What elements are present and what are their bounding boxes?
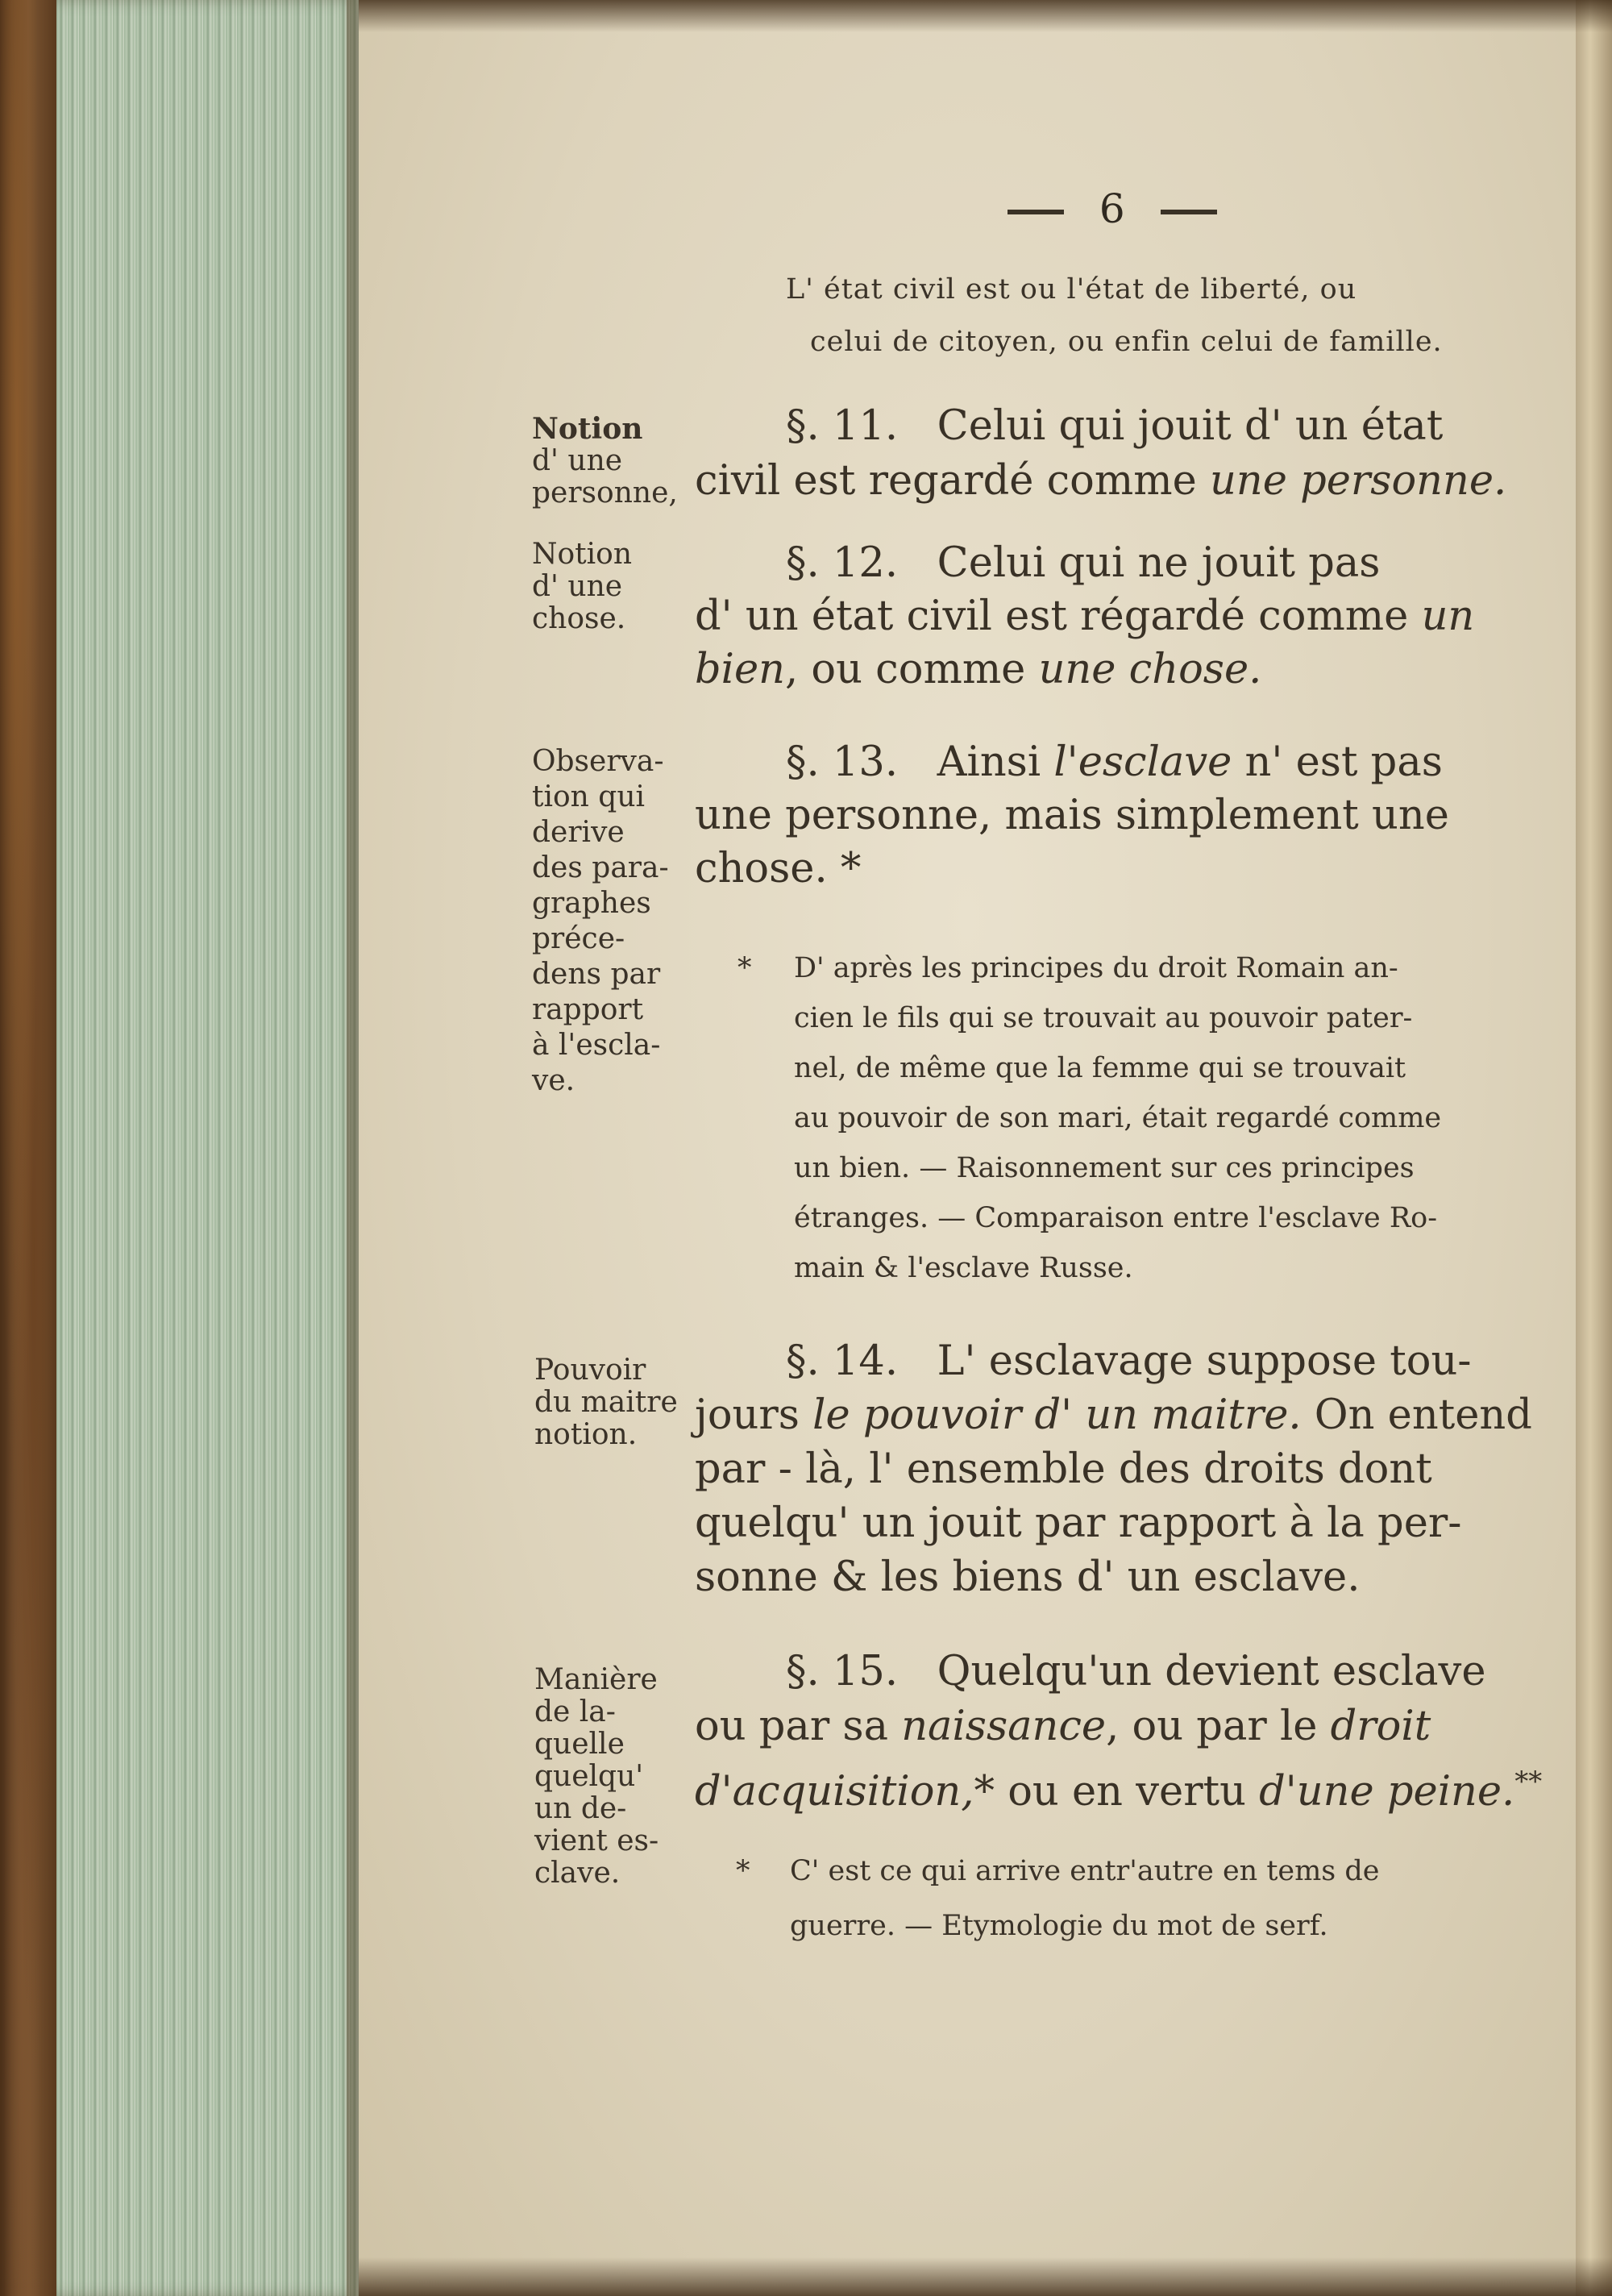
section-text: civil est regardé comme (695, 457, 1210, 505)
section-text: Celui qui jouit d' un état (937, 402, 1444, 450)
section-text: ou par sa (695, 1703, 902, 1750)
section-text-italic: une chose. (1038, 646, 1262, 693)
footnote-line: un bien. — Raisonnement sur ces principes (794, 1152, 1415, 1184)
footnote-marker: ** (1514, 1766, 1543, 1798)
margin-note-line: Manière (534, 1663, 658, 1696)
margin-note-line: Pouvoir (534, 1354, 646, 1387)
margin-note-line: tion qui (532, 780, 646, 813)
footnote-line: main & l'esclave Russe. (794, 1252, 1133, 1284)
section-text-italic: naissance (901, 1703, 1107, 1750)
margin-note-line: vient es- (534, 1824, 659, 1857)
footnote-line: cien le fils qui se trouvait au pouvoir pater- (794, 1002, 1413, 1034)
margin-note-line: quelle (534, 1728, 625, 1761)
footnote-line: guerre. — Etymologie du mot de serf. (790, 1910, 1328, 1942)
section-text: Celui qui ne jouit pas (937, 539, 1381, 587)
section-text: n' est pas (1232, 738, 1443, 786)
margin-note-line: d' une (532, 570, 623, 603)
page-number: 6 (1099, 185, 1125, 232)
section-13-line-2: une personne, mais simplement une (695, 792, 1449, 839)
intro-line-2: celui de citoyen, ou enfin celui de famille. (810, 326, 1443, 358)
section-text-italic: le pouvoir d' un maitre. (812, 1391, 1302, 1439)
margin-note-line: du maitre (534, 1386, 678, 1419)
margin-note-line: personne, (532, 476, 678, 510)
margin-note-line: à l'escla- (532, 1029, 661, 1062)
section-number: §. 12. (786, 539, 899, 587)
margin-note-line: chose. (532, 602, 626, 635)
section-text: d' un état civil est régardé comme (695, 593, 1422, 640)
section-text: jours (695, 1391, 813, 1439)
section-text: , ou par le (1106, 1703, 1331, 1750)
section-number: §. 11. (786, 402, 899, 450)
section-number: §. 14. (786, 1337, 899, 1385)
footnote-line: nel, de même que la femme qui se trouvait (794, 1052, 1406, 1084)
margin-note-line: Observa- (532, 745, 664, 778)
section-text-italic: d'une peine. (1259, 1768, 1515, 1816)
margin-note-line: graphes (532, 887, 651, 920)
section-text: * ou en vertu (974, 1768, 1260, 1816)
margin-note-line: de la- (534, 1695, 616, 1728)
margin-note-line: rapport (532, 993, 644, 1026)
section-text-italic: bien (695, 646, 785, 693)
section-number: §. 13. (786, 738, 899, 786)
section-text-italic: un (1421, 593, 1475, 640)
margin-note-line: ve. (532, 1064, 575, 1097)
footnote-line: étranges. — Comparaison entre l'esclave Ro- (794, 1202, 1438, 1234)
margin-note-line: notion. (534, 1418, 638, 1451)
margin-note-line: préce- (532, 922, 625, 955)
margin-note-line: Notion (532, 538, 633, 571)
footnote-star: * (736, 1855, 750, 1887)
section-text: Quelqu'un devient esclave (937, 1648, 1486, 1695)
margin-note-line: derive (532, 816, 625, 849)
footnote-line: C' est ce qui arrive entr'autre en tems de (790, 1855, 1380, 1887)
margin-note-line: des para- (532, 851, 669, 884)
section-text: On entend (1301, 1391, 1532, 1439)
margin-note-line: clave. (534, 1857, 621, 1890)
section-text-italic: droit (1330, 1703, 1431, 1750)
margin-note-line: Notion (532, 412, 643, 446)
margin-note-line: dens par (532, 958, 661, 991)
section-13-line-3: chose. * (695, 845, 862, 892)
footnote-line: au pouvoir de son mari, était regardé comme (794, 1102, 1442, 1134)
section-14-line-4: quelqu' un jouit par rapport à la per- (695, 1499, 1462, 1547)
section-text-italic: l'esclave (1053, 738, 1232, 786)
section-text: L' esclavage suppose tou- (937, 1337, 1472, 1385)
section-14-line-3: par - là, l' ensemble des droits dont (695, 1445, 1432, 1493)
section-text: , ou comme (785, 646, 1039, 693)
section-text-italic: une personne. (1210, 457, 1507, 505)
footnote-line: D' après les principes du droit Romain an- (794, 952, 1398, 984)
margin-note-line: quelqu' (534, 1760, 644, 1793)
margin-note-line: d' une (532, 444, 623, 477)
section-14-line-5: sonne & les biens d' un esclave. (695, 1554, 1361, 1601)
section-text: Ainsi (937, 738, 1054, 786)
intro-line-1: L' état civil est ou l'état de liberté, ou (786, 273, 1357, 306)
section-number: §. 15. (786, 1648, 899, 1695)
section-text-italic: d'acquisition, (695, 1768, 974, 1816)
margin-note-line: un de- (534, 1792, 627, 1825)
footnote-star: * (737, 952, 752, 984)
